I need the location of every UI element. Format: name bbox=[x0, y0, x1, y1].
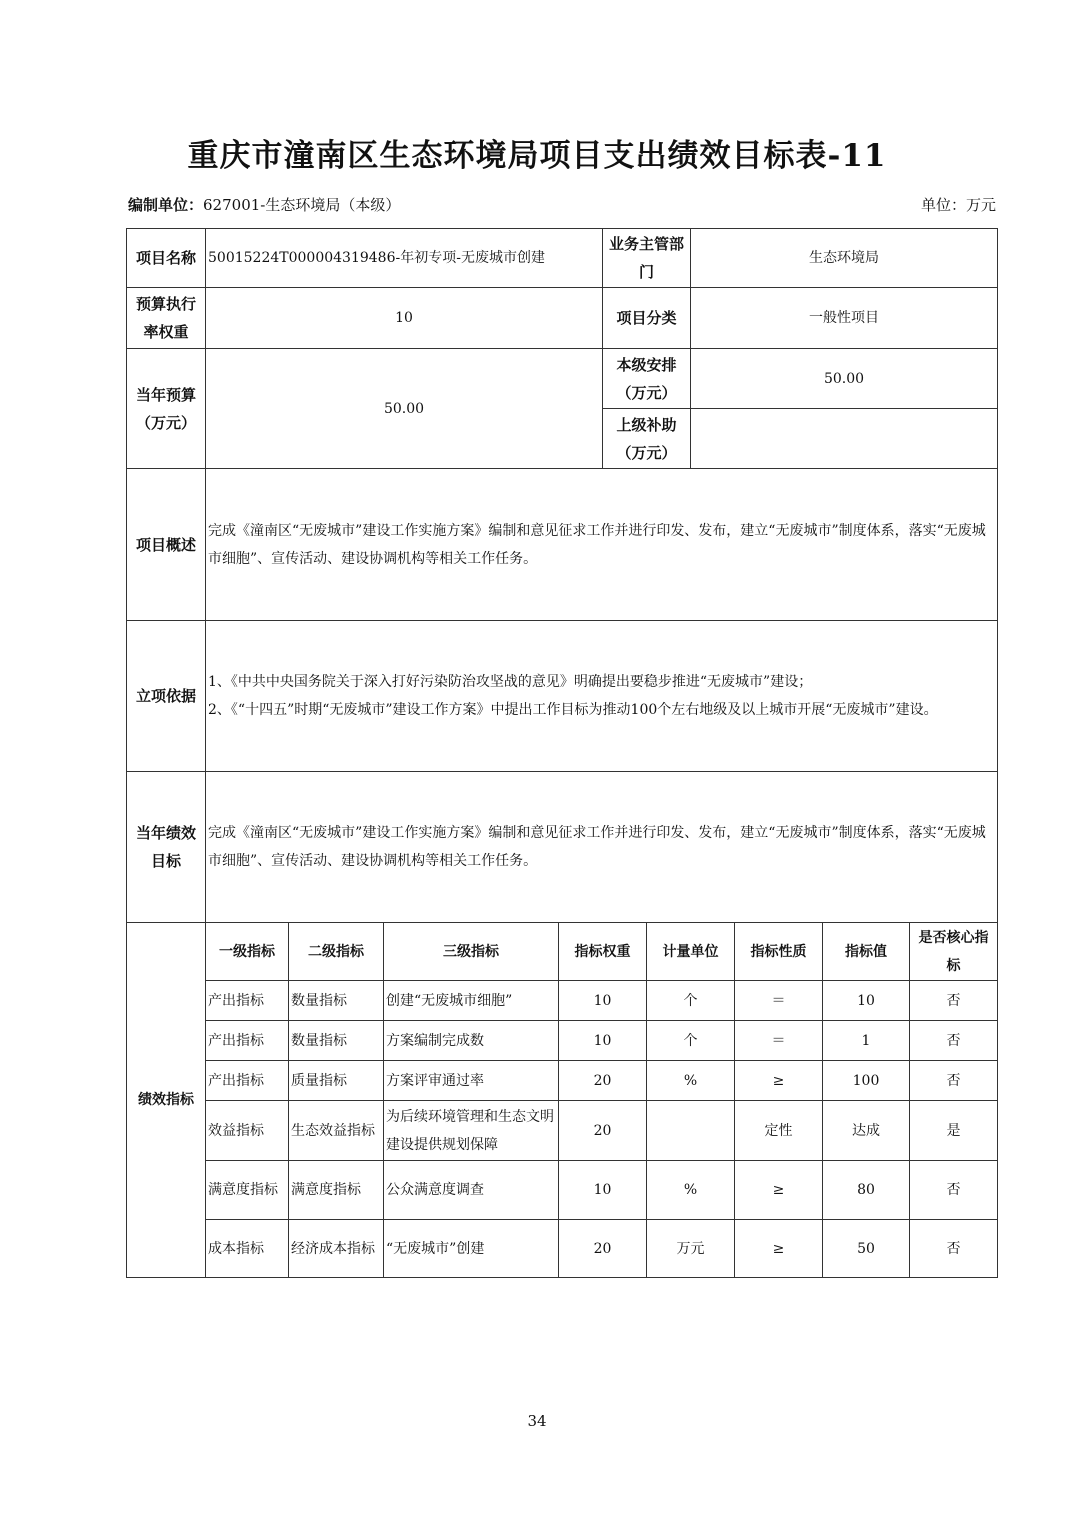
category-label: 项目分类 bbox=[603, 288, 691, 349]
indicator-cell: 20 bbox=[559, 1220, 647, 1278]
indicator-header: 三级指标 bbox=[384, 923, 559, 981]
indicator-cell: 创建“无废城市细胞” bbox=[384, 981, 559, 1021]
indicator-cell: 20 bbox=[559, 1101, 647, 1161]
indicator-cell: 否 bbox=[910, 1161, 998, 1220]
indicator-cell: 80 bbox=[823, 1161, 910, 1220]
indicator-cell bbox=[647, 1101, 735, 1161]
indicator-header-row bbox=[127, 923, 998, 981]
indicator-cell: 万元 bbox=[647, 1220, 735, 1278]
indicator-cell: “无废城市”创建 bbox=[384, 1220, 559, 1278]
indicator-header: 一级指标 bbox=[206, 923, 289, 981]
project-info-table bbox=[126, 228, 998, 923]
indicator-cell: ≥ bbox=[735, 1161, 823, 1220]
indicator-cell: 10 bbox=[559, 981, 647, 1021]
indicator-cell: 10 bbox=[559, 1021, 647, 1061]
indicators-table bbox=[126, 922, 998, 1278]
indicator-cell: 满意度指标 bbox=[289, 1161, 384, 1220]
project-name-label: 项目名称 bbox=[127, 229, 206, 288]
page-title: 重庆市潼南区生态环境局项目支出绩效目标表-11 bbox=[187, 138, 887, 174]
indicator-cell: 50 bbox=[823, 1220, 910, 1278]
indicator-cell: 否 bbox=[910, 1220, 998, 1278]
indicator-cell: ≥ bbox=[735, 1220, 823, 1278]
indicator-cell: 数量指标 bbox=[289, 1021, 384, 1061]
page-number: 34 bbox=[527, 1412, 547, 1430]
indicator-cell: 定性 bbox=[735, 1101, 823, 1161]
indicator-cell: 效益指标 bbox=[206, 1101, 289, 1161]
category: 一般性项目 bbox=[691, 288, 998, 349]
indicator-cell: 100 bbox=[823, 1061, 910, 1101]
indicator-cell: 为后续环境管理和生态文明建设提供规划保障 bbox=[384, 1101, 559, 1161]
currency-unit: 单位：万元 bbox=[920, 196, 996, 214]
indicator-cell: 10 bbox=[823, 981, 910, 1021]
subsidy bbox=[691, 409, 998, 469]
overview-label: 项目概述 bbox=[127, 469, 206, 621]
indicator-cell: ≥ bbox=[735, 1061, 823, 1101]
indicator-cell: 公众满意度调查 bbox=[384, 1161, 559, 1220]
indicators-label: 绩效指标 bbox=[127, 923, 206, 1278]
indicator-cell: 否 bbox=[910, 981, 998, 1021]
budget-label: 当年预算（万元） bbox=[127, 349, 206, 469]
indicator-cell: 产出指标 bbox=[206, 1021, 289, 1061]
table-row bbox=[127, 1021, 998, 1061]
indicator-cell: 经济成本指标 bbox=[289, 1220, 384, 1278]
indicator-cell: 满意度指标 bbox=[206, 1161, 289, 1220]
indicator-cell: 成本指标 bbox=[206, 1220, 289, 1278]
indicator-cell: 方案编制完成数 bbox=[384, 1021, 559, 1061]
indicator-cell: 产出指标 bbox=[206, 981, 289, 1021]
indicator-cell: ＝ bbox=[735, 981, 823, 1021]
project-name: 50015224T000004319486-年初专项-无废城市创建 bbox=[206, 229, 603, 288]
indicator-cell: 个 bbox=[647, 981, 735, 1021]
table-row bbox=[127, 1220, 998, 1278]
indicator-cell: % bbox=[647, 1161, 735, 1220]
indicator-header: 二级指标 bbox=[289, 923, 384, 981]
dept: 生态环境局 bbox=[691, 229, 998, 288]
weight: 10 bbox=[206, 288, 603, 349]
basis: 1、《中共中央国务院关于深入打好污染防治攻坚战的意见》明确提出要稳步推进“无废城市”建设； 2、《“十四五”时期“无废城市”建设工作方案》中提出工作目标为推动100个左右地级及以上城市开展“无废城市”建设。 bbox=[206, 621, 998, 772]
indicator-cell: 数量指标 bbox=[289, 981, 384, 1021]
basis-label: 立项依据 bbox=[127, 621, 206, 772]
indicator-cell: 方案评审通过率 bbox=[384, 1061, 559, 1101]
indicator-header: 是否核心指标 bbox=[910, 923, 998, 981]
goal: 完成《潼南区“无废城市”建设工作实施方案》编制和意见征求工作并进行印发、发布，建立“无废城市”制度体系，落实“无废城市细胞”、宣传活动、建设协调机构等相关工作任务。 bbox=[206, 772, 998, 923]
indicator-cell: 是 bbox=[910, 1101, 998, 1161]
indicator-header: 指标值 bbox=[823, 923, 910, 981]
indicator-cell: 否 bbox=[910, 1021, 998, 1061]
indicator-cell: ＝ bbox=[735, 1021, 823, 1061]
indicator-header: 指标权重 bbox=[559, 923, 647, 981]
local-label: 本级安排（万元） bbox=[603, 349, 691, 409]
indicator-cell: 20 bbox=[559, 1061, 647, 1101]
indicator-cell: 个 bbox=[647, 1021, 735, 1061]
indicator-header: 指标性质 bbox=[735, 923, 823, 981]
indicator-cell: 达成 bbox=[823, 1101, 910, 1161]
subsidy-label: 上级补助（万元） bbox=[603, 409, 691, 469]
table-row bbox=[127, 981, 998, 1021]
indicator-cell: 10 bbox=[559, 1161, 647, 1220]
budget: 50.00 bbox=[206, 349, 603, 469]
indicator-cell: 生态效益指标 bbox=[289, 1101, 384, 1161]
indicator-cell: 1 bbox=[823, 1021, 910, 1061]
indicator-cell: 否 bbox=[910, 1061, 998, 1101]
indicator-cell: 质量指标 bbox=[289, 1061, 384, 1101]
goal-label: 当年绩效目标 bbox=[127, 772, 206, 923]
compiling-unit: 编制单位：627001-生态环境局（本级） bbox=[128, 196, 401, 214]
indicator-cell: % bbox=[647, 1061, 735, 1101]
local: 50.00 bbox=[691, 349, 998, 409]
indicator-cell: 产出指标 bbox=[206, 1061, 289, 1101]
table-row bbox=[127, 1061, 998, 1101]
indicator-header: 计量单位 bbox=[647, 923, 735, 981]
overview: 完成《潼南区“无废城市”建设工作实施方案》编制和意见征求工作并进行印发、发布，建立“无废城市”制度体系，落实“无废城市细胞”、宣传活动、建设协调机构等相关工作任务。 bbox=[206, 469, 998, 621]
dept-label: 业务主管部门 bbox=[603, 229, 691, 288]
table-row bbox=[127, 1101, 998, 1161]
weight-label: 预算执行率权重 bbox=[127, 288, 206, 349]
table-row bbox=[127, 1161, 998, 1220]
